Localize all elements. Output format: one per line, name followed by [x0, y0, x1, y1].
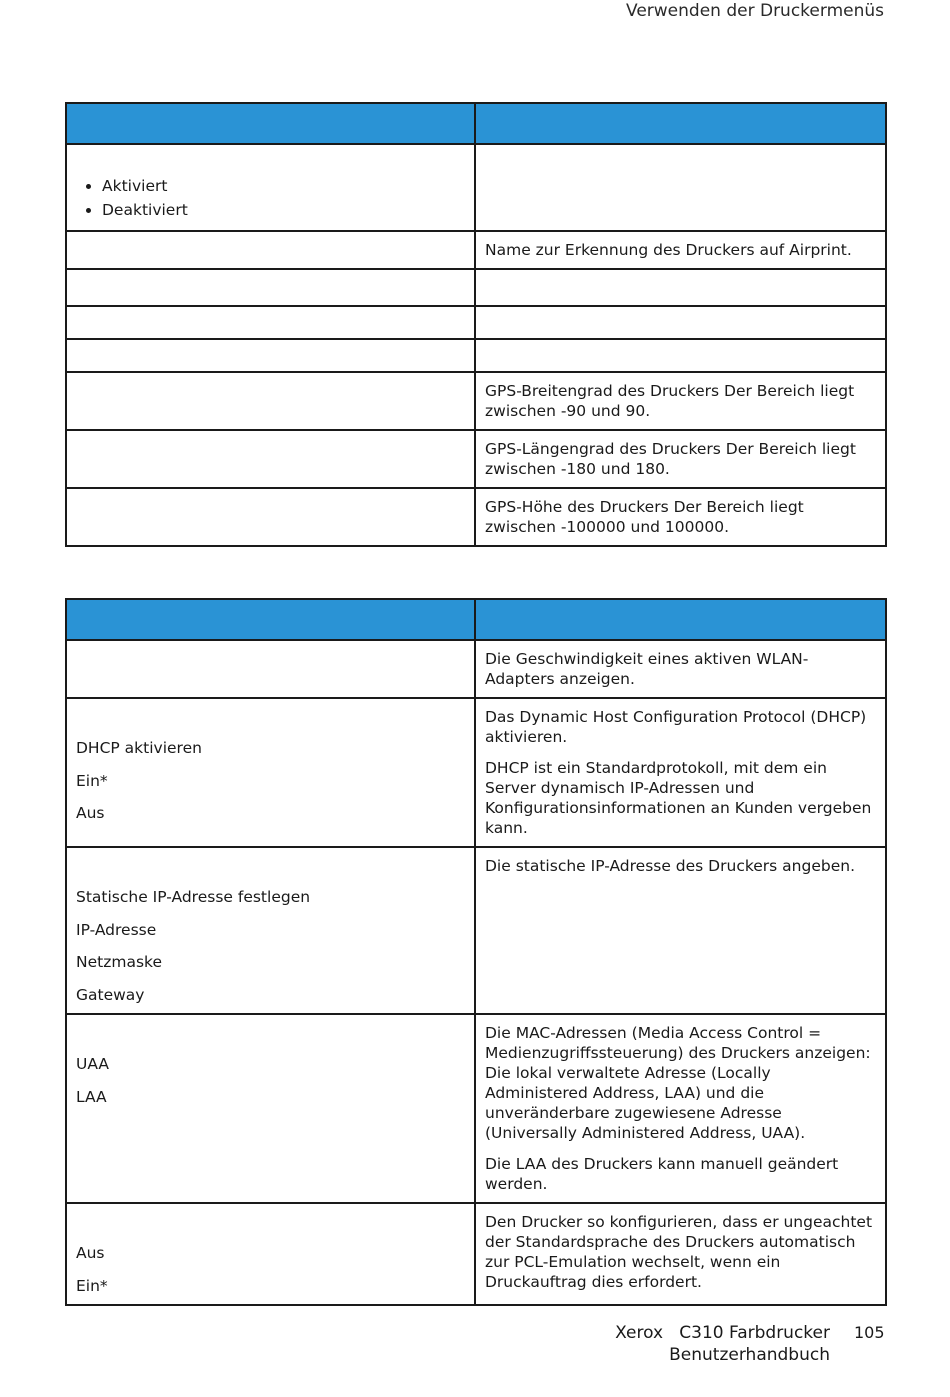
menu-item-option: Aus — [76, 804, 105, 822]
menu-item-cell — [66, 306, 475, 339]
menu-item-option: LAA — [76, 1087, 107, 1106]
table-row — [66, 144, 886, 231]
menu-item-label: DHCP aktivieren — [76, 739, 202, 757]
option-item: • Aktiviert — [102, 174, 465, 198]
description-cell — [475, 698, 886, 847]
description-cell: GPS-Höhe des Druckers Der Bereich liegt zwischen -100000 und 100000. — [475, 488, 886, 546]
menu-item-option: Gateway — [76, 985, 145, 1004]
table-row — [66, 269, 886, 306]
table-row — [66, 339, 886, 372]
table-row — [66, 698, 886, 847]
page-number: 105 — [854, 1323, 885, 1342]
table-header-row — [66, 103, 886, 144]
menu-table-airprint — [65, 102, 887, 547]
footer-product-name: Xerox C310 Farbdrucker — [615, 1323, 830, 1343]
menu-item-cell — [66, 1014, 475, 1203]
table-row — [66, 1203, 886, 1305]
description-cell — [475, 144, 886, 231]
menu-item-option: Aus — [76, 1244, 105, 1262]
menu-item-cell — [66, 430, 475, 488]
menu-item-cell — [66, 488, 475, 546]
menu-item-cell — [66, 144, 475, 231]
table-row — [66, 372, 886, 430]
description-cell — [475, 339, 886, 372]
menu-item-cell — [66, 231, 475, 269]
description-paragraph: Die MAC-Adressen (Media Access Control = Medienzugriffssteuerung) des Druckers anzeigen: Die lokal verwaltete Adresse (Locally Administered Address, LAA) und die unveränderbare zugewiesene Adresse (Universally Administered Address, UAA). — [485, 1024, 871, 1142]
page-footer — [560, 1322, 830, 1366]
table-row — [66, 488, 886, 546]
menu-item-cell — [66, 698, 475, 847]
table-row — [66, 430, 886, 488]
description-paragraph: Die statische IP-Adresse des Druckers angeben. — [485, 857, 855, 875]
footer-manual-title: Benutzerhandbuch — [669, 1345, 830, 1365]
menu-item-cell — [66, 269, 475, 306]
table-header-menu-item — [66, 103, 475, 144]
menu-item-cell — [66, 640, 475, 698]
description-cell — [475, 847, 886, 1014]
description-paragraph: Die Geschwindigkeit eines aktiven WLAN-Adapters anzeigen. — [485, 650, 809, 688]
table-row — [66, 1014, 886, 1203]
description-paragraph: Das Dynamic Host Configuration Protocol (DHCP) aktivieren. — [485, 708, 867, 746]
menu-item-option: Netzmaske — [76, 953, 162, 971]
menu-table-network — [65, 598, 887, 1306]
table-header-description — [475, 599, 886, 640]
description-paragraph: Den Drucker so konfigurieren, dass er ungeachtet der Standardsprache des Druckers automatisch zur PCL-Emulation wechselt, wenn ein Druckauftrag dies erfordert. — [485, 1213, 873, 1291]
description-cell — [475, 1014, 886, 1203]
table-row — [66, 847, 886, 1014]
menu-item-cell — [66, 339, 475, 372]
table-header-menu-item — [66, 599, 475, 640]
description-paragraph: Die LAA des Druckers kann manuell geändert werden. — [485, 1155, 839, 1193]
menu-item-option: IP-Adresse — [76, 920, 157, 939]
description-paragraph: DHCP ist ein Standardprotokoll, mit dem ein Server dynamisch IP-Adressen und Konfigurationsinformationen an Kunden vergeben kann. — [485, 759, 872, 837]
table-header-row — [66, 599, 886, 640]
description-cell: GPS-Breitengrad des Druckers Der Bereich liegt zwischen -90 und 90. — [475, 372, 886, 430]
description-cell — [475, 1203, 886, 1305]
table-row — [66, 231, 886, 269]
description-cell — [475, 269, 886, 306]
table-header-description — [475, 103, 886, 144]
menu-item-cell — [66, 1203, 475, 1305]
menu-item-option: Ein* — [76, 1276, 108, 1295]
menu-item-cell — [66, 847, 475, 1014]
menu-item-option: Ein* — [76, 771, 108, 790]
menu-item-cell — [66, 372, 475, 430]
description-cell — [475, 640, 886, 698]
option-item: • Deaktiviert — [102, 198, 465, 222]
description-cell: Name zur Erkennung des Druckers auf Airprint. — [475, 231, 886, 269]
menu-item-label: Statische IP-Adresse festlegen — [76, 888, 311, 906]
description-cell — [475, 306, 886, 339]
option-list — [76, 174, 465, 222]
description-cell: GPS-Längengrad des Druckers Der Bereich liegt zwischen -180 und 180. — [475, 430, 886, 488]
running-header-section-title: Verwenden der Druckermenüs — [626, 1, 884, 21]
table-row — [66, 640, 886, 698]
table-row — [66, 306, 886, 339]
menu-item-option: UAA — [76, 1055, 109, 1073]
